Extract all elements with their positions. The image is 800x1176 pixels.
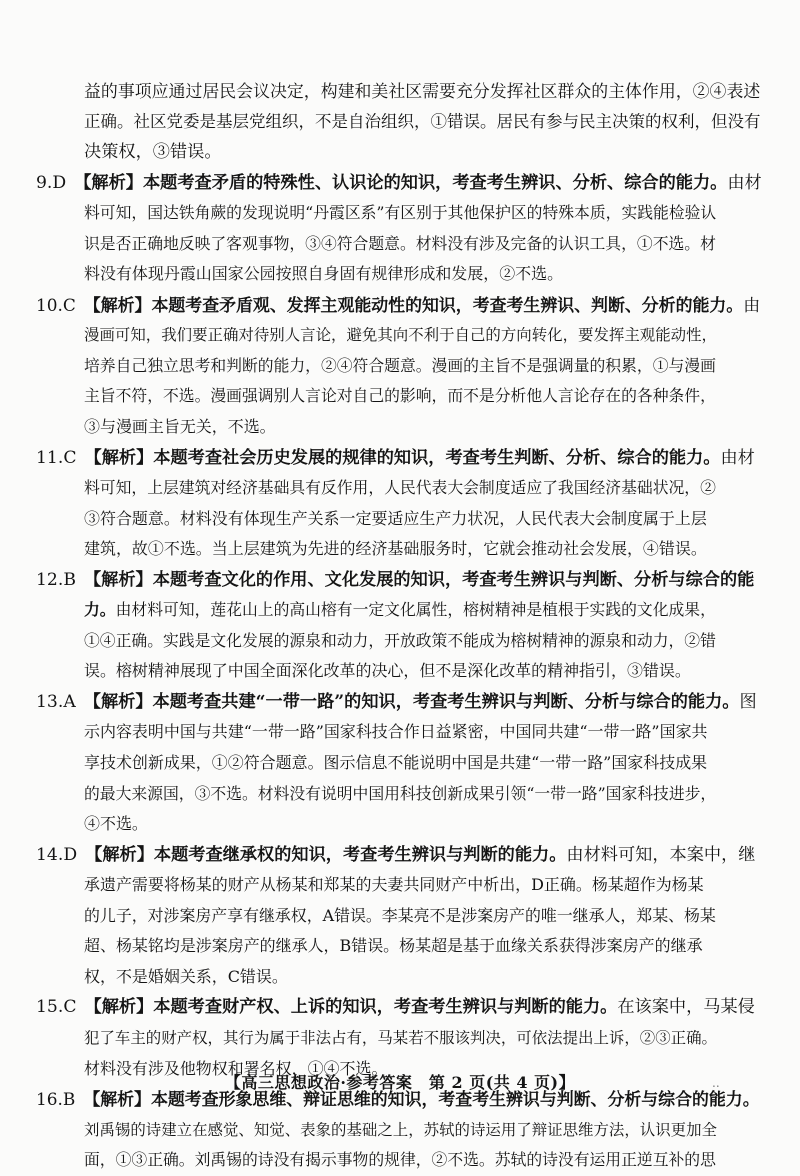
- item-lead: 本题考查矛盾观、发挥主观能动性的知识，考查考生辨识、判断、分析的能力。: [151, 294, 744, 315]
- item-answer: C: [63, 997, 77, 1018]
- analysis-tag: 【解析】: [83, 569, 153, 590]
- text-line: 的儿子，对涉案房产享有继承权，A错误。李某亮不是涉案房产的唯一继承人，郑某、杨某: [84, 905, 716, 925]
- item-number: 14.: [36, 844, 64, 865]
- text-line: 漫画可知，我们要正确对待别人言论，避免其向不利于自己的方向转化，要发挥主观能动性，: [84, 326, 717, 345]
- item-number: 16.: [36, 1089, 63, 1110]
- item-lead: 本题考查财产权、上诉的知识，考查考生辨识与判断的能力。: [153, 997, 618, 1018]
- answer-item-10: [36, 290, 764, 443]
- text-line: 培养自己独立思考和判断的能力，②④符合题意。漫画的主旨不是强调量的积累，①与漫画: [84, 355, 716, 375]
- text-line: 识是否正确地反映了客观事物，③④符合题意。材料没有涉及完备的认识工具，①不选。材: [84, 233, 716, 253]
- text-fragment: 由材: [720, 447, 755, 468]
- item-answer: B: [63, 569, 76, 590]
- text-line: 刘禹锡的诗建立在感觉、知觉、表象的基础之上，苏轼的诗运用了辩证思维方法，认识更加全: [84, 1120, 717, 1139]
- text-fragment: 由: [743, 294, 761, 315]
- answer-item-9: [36, 168, 764, 290]
- item-number: 15.: [36, 997, 64, 1018]
- text-line: 的最大来源国，③不选。材料没有说明中国用科技创新成果引领“一带一路”国家科技进步，: [84, 783, 717, 803]
- analysis-tag: 【解析】: [74, 172, 143, 193]
- text-line: 示内容表明中国与共建“一带一路”国家科技合作日益紧密，中国同共建“一带一路”国家共: [84, 722, 708, 742]
- text-line: 正确。社区党委是基层党组织，不是自治组织，①错误。居民有参与民主决策的权利，但没有: [84, 111, 761, 131]
- answer-item-11: [36, 443, 764, 565]
- text-line: 承遗产需要将杨某的财产从杨某和郑某的夫妻共同财产中析出，D正确。杨某超作为杨某: [84, 875, 704, 895]
- item-number: 12.: [36, 569, 64, 590]
- text-line: 料没有体现丹霞山国家公园按照自身固有规律形成和发展，②不选。: [84, 264, 564, 284]
- item-lead: 本题考查继承权的知识，考查考生辨识与判断的能力。: [153, 844, 567, 865]
- text-line: 建筑，故①不选。当上层建筑为先进的经济基础服务时，它就会推动社会发展，④错误。: [84, 539, 707, 559]
- item-number: 11.: [36, 447, 64, 468]
- text-line: 超、杨某铭均是涉案房产的继承人，B错误。杨某超是基于血缘关系获得涉案房产的继承: [84, 936, 703, 956]
- item-number: 9.: [36, 172, 53, 193]
- item-answer: B: [62, 1089, 76, 1110]
- text-line: ④不选。: [84, 814, 148, 834]
- text-fragment: 在该案中，马某侵: [617, 997, 755, 1018]
- item-lead: 本题考查社会历史发展的规律的知识，考查考生判断、分析、综合的能力。: [153, 447, 721, 468]
- item-number: 10.: [36, 294, 63, 315]
- text-line: 误。榕树精神展现了中国全面深化改革的决心，但不是深化改革的精神指引，③错误。: [84, 661, 691, 681]
- page-footer: 【高三思想政治·参考答案 第 2 页(共 4 页)】: [224, 1073, 576, 1092]
- text-fragment: 由材料可知，莲花山上的高山榕有一定文化属性，榕树精神是植根于实践的文化成果，: [115, 600, 716, 620]
- item-lead-cont: 力。: [84, 600, 116, 620]
- answer-item-12: [36, 565, 764, 687]
- answer-content: [36, 76, 764, 1176]
- text-line: ③与漫画主旨无关，不选。: [84, 417, 276, 437]
- text-line: 权，不是婚姻关系，C错误。: [84, 966, 288, 986]
- analysis-tag: 【解析】: [84, 997, 154, 1018]
- text-line: ①④正确。实践是文化发展的源泉和动力，开放政策不能成为榕树精神的源泉和动力，②错: [84, 630, 716, 650]
- item-lead: 本题考查文化的作用、文化发展的知识，考查考生辨识与判断、分析与综合的能: [152, 569, 755, 590]
- text-line: 料可知，国达铁角蕨的发现说明“丹霞区系”有区别于其他保护区的特殊本质，实践能检验认: [84, 203, 717, 223]
- analysis-tag: 【解析】: [83, 1089, 151, 1110]
- text-fragment: 由材: [727, 172, 762, 193]
- analysis-tag: 【解析】: [83, 294, 152, 315]
- text-fragment: 由材料可知，本案中，继: [566, 844, 756, 865]
- item-answer: C: [62, 294, 76, 315]
- text-line: 决策权，③错误。: [84, 142, 222, 163]
- item-lead: 本题考查形象思维、辩证思维的知识，考查考生辨识与判断、分析与综合的能力。: [150, 1089, 760, 1110]
- item-answer: D: [63, 844, 78, 865]
- text-line: 料可知，上层建筑对经济基础具有反作用，人民代表大会制度适应了我国经济基础状况，②: [84, 478, 716, 498]
- text-line: 益的事项应通过居民会议决定，构建和美社区需要充分发挥社区群众的主体作用，②④表述: [84, 81, 761, 101]
- analysis-tag: 【解析】: [85, 844, 154, 865]
- corner-mark: ..: [712, 1076, 720, 1090]
- answer-item-14: [36, 840, 764, 993]
- text-line: 材料没有涉及他物权和署名权，①④不选。: [84, 1058, 388, 1078]
- analysis-tag: 【解析】: [83, 691, 153, 712]
- text-line: ③符合题意。材料没有体现生产关系一定要适应生产力状况，人民代表大会制度属于上层: [84, 508, 707, 528]
- item-lead: 本题考查共建“一带一路”的知识，考查考生辨识与判断、分析与综合的能力。: [152, 691, 740, 712]
- text-line: 享技术创新成果，①②符合题意。图示信息不能说明中国是共建“一带一路”国家科技成果: [84, 753, 708, 773]
- text-line: 犯了车主的财产权，其行为属于非法占有，马某若不服该判决，可依法提出上诉，②③正确。: [84, 1028, 717, 1047]
- intro-paragraph: [84, 76, 764, 168]
- text-line: 主旨不符，不选。漫画强调别人言论对自己的影响，而不是分析他人言论存在的各种条件，: [84, 386, 716, 406]
- item-number: 13.: [36, 691, 64, 712]
- item-answer: C: [63, 447, 77, 468]
- item-lead: 本题考查矛盾的特殊性、认识论的知识，考查考生辨识、分析、综合的能力。: [142, 172, 728, 193]
- analysis-tag: 【解析】: [84, 447, 154, 468]
- answer-item-13: [36, 687, 764, 840]
- text-line: 面，①③正确。刘禹锡的诗没有揭示事物的规律，②不选。苏轼的诗没有运用正逆互补的思: [84, 1150, 716, 1170]
- item-answer: A: [63, 691, 76, 712]
- text-fragment: 图: [739, 691, 757, 712]
- item-answer: D: [52, 172, 67, 193]
